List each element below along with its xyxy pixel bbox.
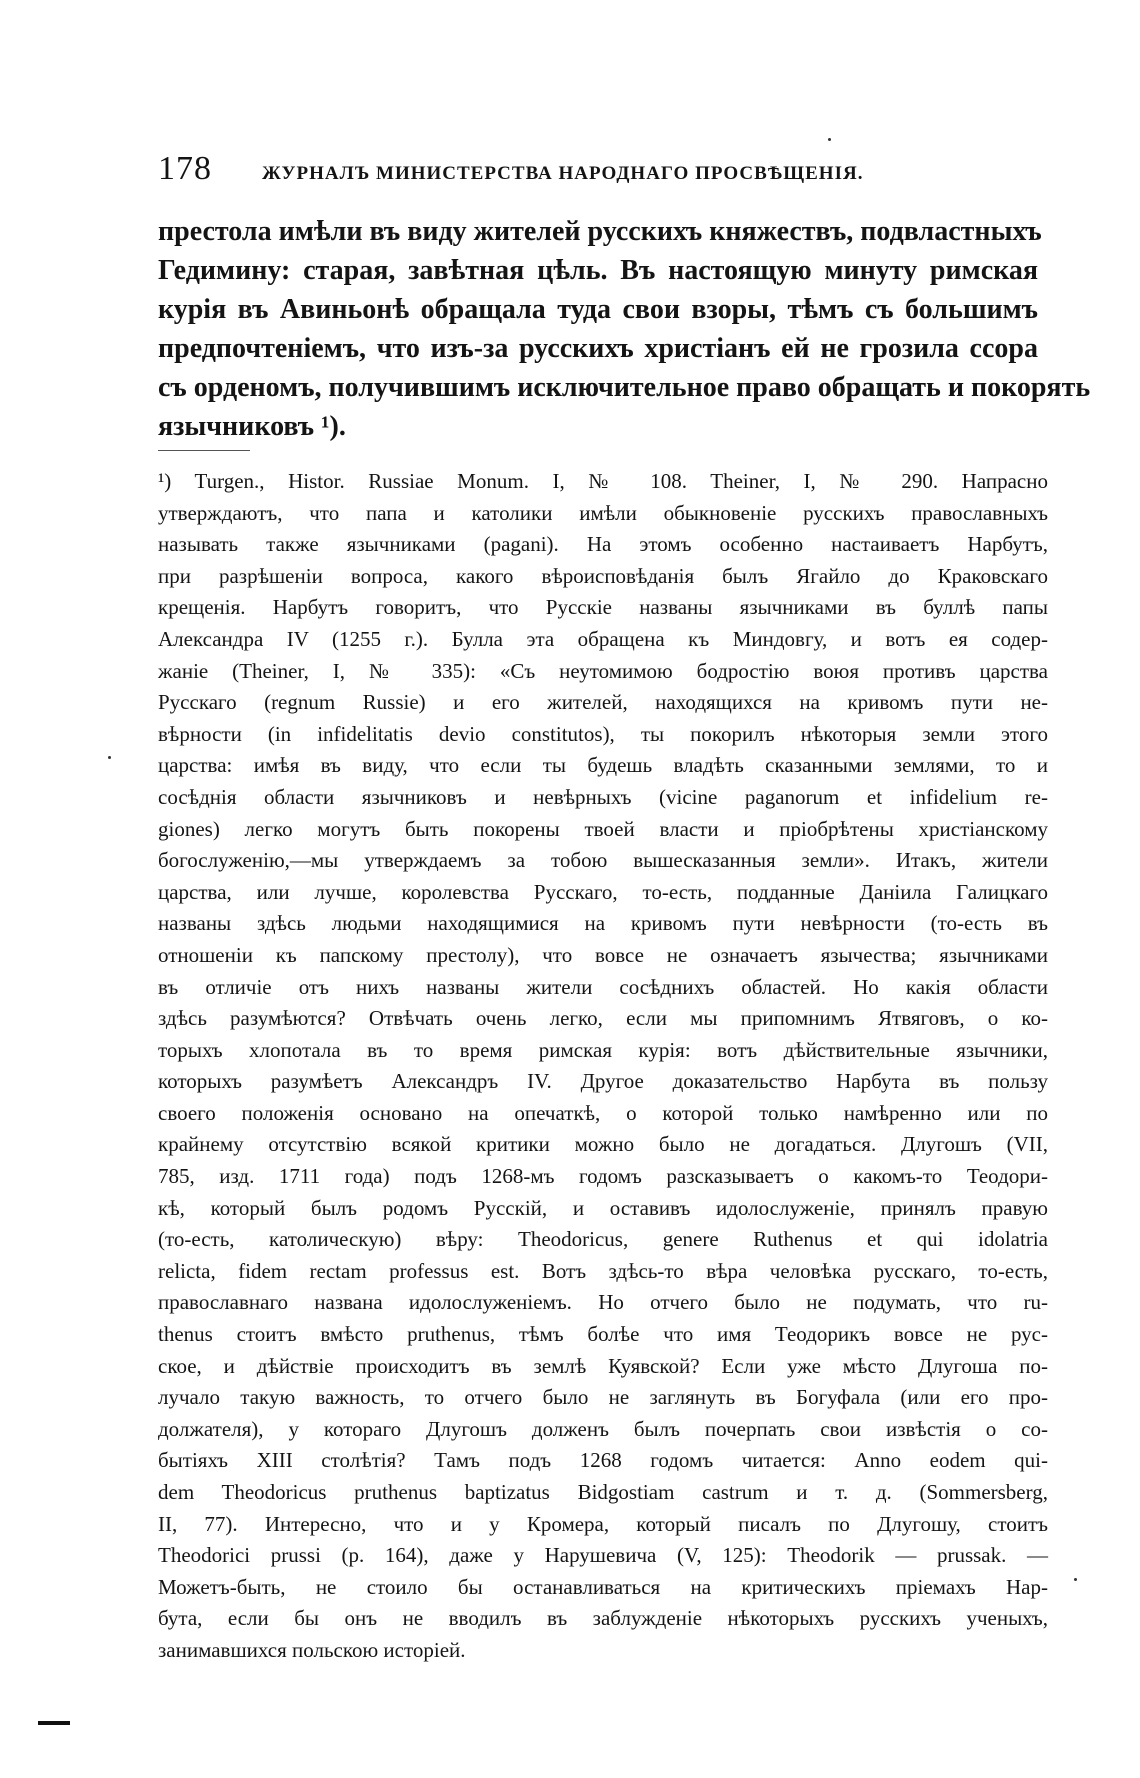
footnote-line: здѣсь разумѣются? Отвѣчать очень легко, если мы припомнимъ Ятвяговъ, о ко- xyxy=(158,1006,1048,1031)
footnote-line: своего положенія основано на опечаткѣ, о которой только намѣренно или по xyxy=(158,1100,1048,1125)
main-text-line: Гедимину: старая, завѣтная цѣль. Въ настоящую минуту римская xyxy=(158,255,1038,286)
scan-speck xyxy=(828,138,831,141)
footnote-line: dem Theodoricus pruthenus baptizatus Bidgostiam castrum и т. д. (Sommersberg, xyxy=(158,1480,1048,1504)
margin-dash-mark xyxy=(38,1721,70,1725)
footnote-line: (то-есть, католическую) вѣру: Theodoricus, genere Ruthenus et qui idolatria xyxy=(158,1227,1048,1252)
footnote-line: называть также язычниками (pagani). На этомъ особенно настаиваетъ Нарбутъ, xyxy=(158,532,1048,557)
footnote xyxy=(158,466,1048,1667)
scan-speck xyxy=(108,756,111,759)
footnote-line: православнаго названа идолослуженіемъ. Но отчего было не подумать, что ru- xyxy=(158,1290,1048,1315)
footnote-line: должателя), у котораго Длугошъ долженъ былъ почерпать свои извѣстія о со- xyxy=(158,1416,1048,1441)
footnote-line: жаніе (Theiner, I, № 335): «Съ неутомимою бодростію воюя противъ царства xyxy=(158,658,1048,683)
footnote-line: Русскаго (regnum Russie) и его жителей, находящихся на кривомъ пути не- xyxy=(158,690,1048,715)
footnote-line: relicta, fidem rectam professus est. Вотъ здѣсь-то вѣра человѣка русскаго, то-есть, xyxy=(158,1258,1048,1283)
footnote-line: царства: имѣя въ виду, что если ты будешь владѣть сказанными землями, то и xyxy=(158,753,1048,778)
footnote-divider xyxy=(158,450,250,451)
footnote-line: отношеніи къ папскому престолу), что вовсе не означаетъ язычества; язычниками xyxy=(158,942,1048,967)
footnote-line: богослуженію,—мы утверждаемъ за тобою вышесказанныя земли». Итакъ, жители xyxy=(158,848,1048,873)
footnote-line: названы здѣсь людьми находящимися на кривомъ пути невѣрности (то-есть въ xyxy=(158,911,1048,936)
main-text-line: язычниковъ ¹). xyxy=(158,411,346,442)
footnote-line: вѣрности (in infidelitatis devio constitutos), ты покорилъ нѣкоторыя земли этого xyxy=(158,721,1048,746)
footnote-line: Theodorici prussi (р. 164), даже у Нарушевича (V, 125): Theodorik — prussak. — xyxy=(158,1543,1048,1568)
footnote-line: кѣ, который былъ родомъ Русскій, и оставивъ идолослуженіе, принялъ правую xyxy=(158,1195,1048,1220)
footnote-line: бытіяхъ XIII столѣтія? Тамъ подъ 1268 годомъ читается: Anno eodem qui- xyxy=(158,1448,1048,1473)
main-text-line: престола имѣли въ виду жителей русскихъ княжествъ, подвластныхъ xyxy=(158,216,1042,247)
main-text-line: курія въ Авиньонѣ обращала туда свои взоры, тѣмъ съ большимъ xyxy=(158,294,1038,325)
running-title: ЖУРНАЛЪ МИНИСТЕРСТВА НАРОДНАГО ПРОСВѢЩЕНІЯ. xyxy=(262,163,864,184)
footnote-line: giones) легко могутъ быть покорены твоей власти и пріобрѣтены христіанскому xyxy=(158,816,1048,841)
footnote-line: 785, изд. 1711 года) подъ 1268-мъ годомъ разсказываетъ о какомъ-то Теодори- xyxy=(158,1164,1048,1189)
footnote-line: утверждаютъ, что папа и католики имѣли обыкновеніе русскихъ православныхъ xyxy=(158,500,1048,525)
footnote-line: занимавшихся польскою исторіей. xyxy=(158,1637,466,1662)
footnote-line: торыхъ хлопотала въ то время римская курія: вотъ дѣйствительные язычники, xyxy=(158,1037,1048,1062)
footnote-line: въ отличіе отъ нихъ названы жители сосѣднихъ областей. Но какія области xyxy=(158,974,1048,999)
footnote-line: ¹) Turgen., Histor. Russiae Monum. I, № 108. Theiner, I, № 290. Напрасно xyxy=(158,469,1048,493)
main-text-line: предпочтеніемъ, что изъ-за русскихъ христіанъ ей не грозила ссора xyxy=(158,333,1038,364)
footnote-line: царства, или лучше, королевства Русскаго, то-есть, подданные Даніила Галицкаго xyxy=(158,879,1048,904)
main-paragraph xyxy=(158,212,1091,446)
footnote-line: крайнему отсутствію всякой критики можно было не догадаться. Длугошъ (VII, xyxy=(158,1132,1048,1157)
footnote-line: при разрѣшеніи вопроса, какого вѣроисповѣданія былъ Ягайло до Краковскаго xyxy=(158,563,1048,588)
main-text-line: съ орденомъ, получившимъ исключительное право обращать и покорять xyxy=(158,372,1091,403)
page-number: 178 xyxy=(158,150,212,187)
footnote-line: Александра IV (1255 г.). Булла эта обращена къ Миндовгу, и вотъ ея содер- xyxy=(158,626,1048,651)
footnote-line: II, 77). Интересно, что и у Кромера, который писалъ по Длугошу, стоитъ xyxy=(158,1511,1048,1536)
footnote-line: которыхъ разумѣетъ Александръ IV. Другое доказательство Нарбута въ пользу xyxy=(158,1069,1048,1094)
footnote-line: Можетъ-быть, не стоило бы останавливаться на критическихъ пріемахъ Нар- xyxy=(158,1574,1048,1599)
page-header xyxy=(158,150,938,190)
footnote-line: крещенія. Нарбутъ говоритъ, что Русскіе названы язычниками въ буллѣ папы xyxy=(158,595,1048,620)
footnote-line: сосѣднія области язычниковъ и невѣрныхъ (vicine paganorum et infidelium re- xyxy=(158,784,1048,809)
scan-speck xyxy=(1074,1578,1077,1581)
footnote-line: бута, если бы онъ не вводилъ въ заблужденіе нѣкоторыхъ русскихъ ученыхъ, xyxy=(158,1606,1048,1631)
footnote-line: thenus стоитъ вмѣсто pruthenus, тѣмъ болѣе что имя Теодорикъ вовсе не рус- xyxy=(158,1322,1048,1347)
footnote-line: лучало такую важность, то отчего было не заглянуть въ Богуфала (или его про- xyxy=(158,1385,1048,1410)
footnote-line: ское, и дѣйствіе происходитъ въ землѣ Куявской? Если уже мѣсто Длугоша по- xyxy=(158,1353,1048,1378)
